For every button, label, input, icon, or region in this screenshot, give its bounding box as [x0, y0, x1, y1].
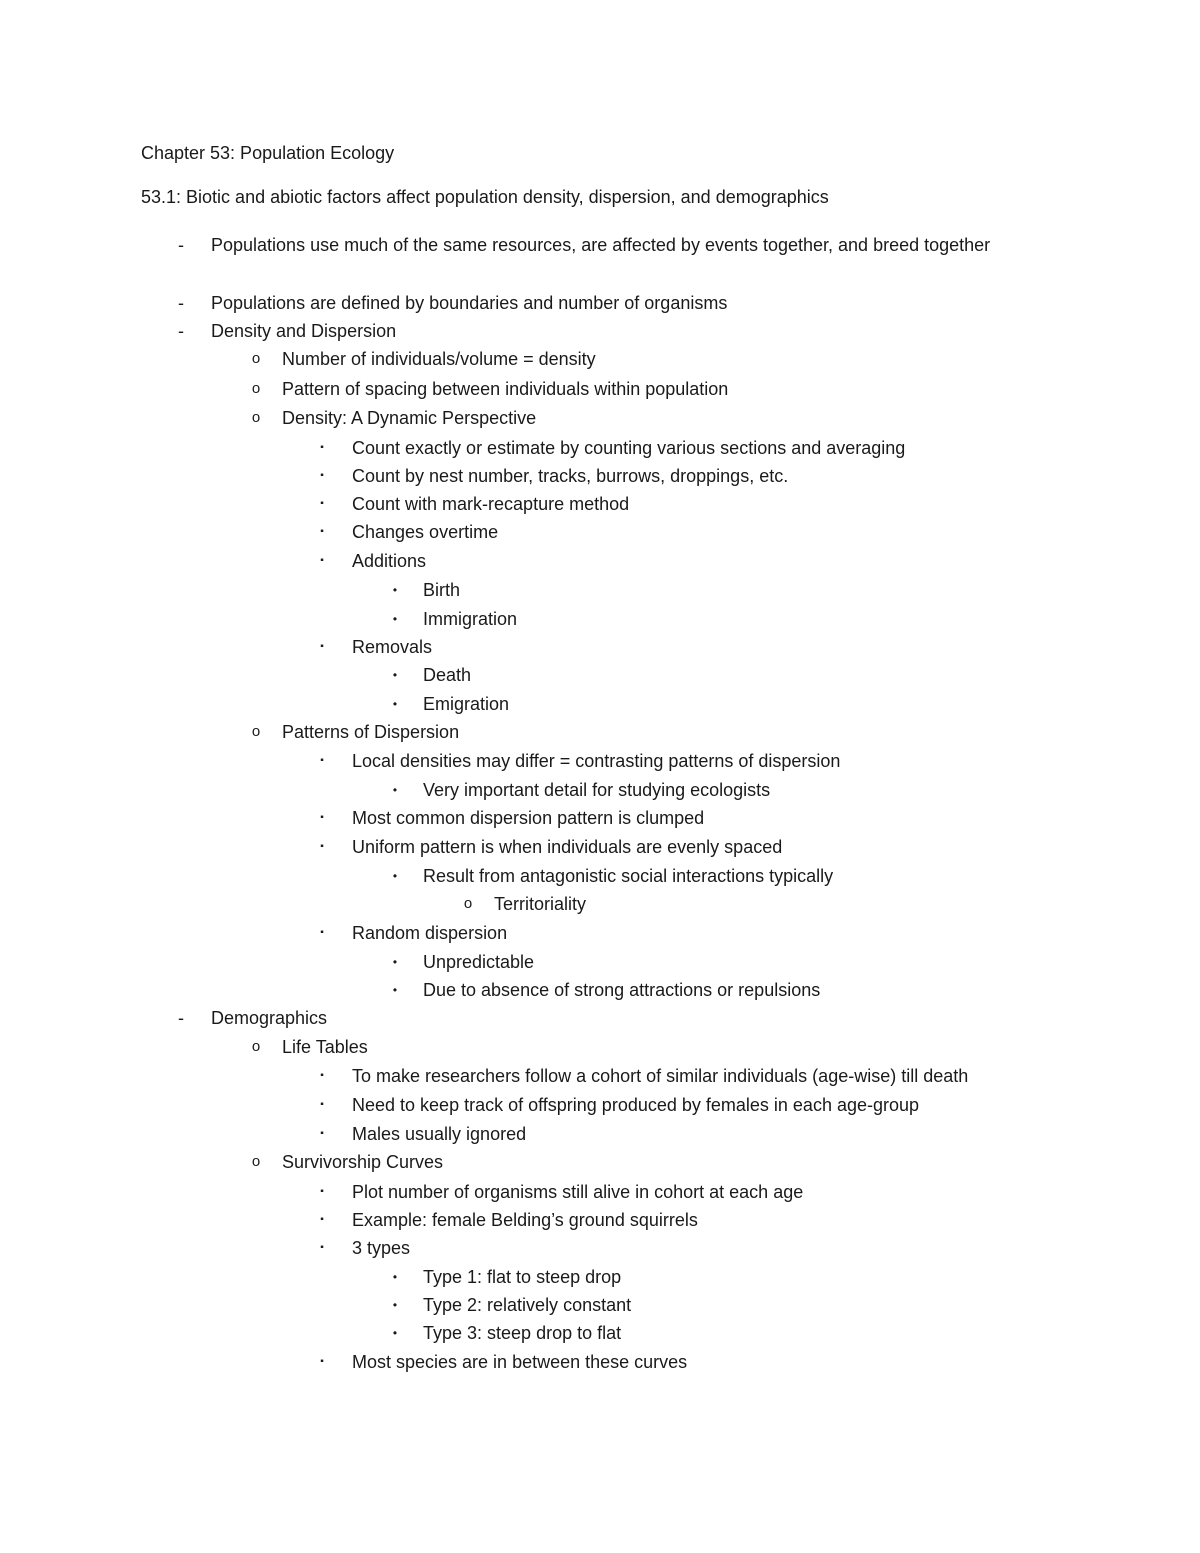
circle-bullet-icon: o: [251, 380, 261, 397]
list-item-text: Example: female Belding’s ground squirrels: [352, 1210, 698, 1230]
circle-bullet-icon: o: [251, 409, 261, 426]
square-bullet-icon: ▪: [320, 498, 324, 509]
list-item-text: Life Tables: [282, 1037, 368, 1057]
list-item-level-3: [0, 490, 1200, 518]
list-item-text: Count exactly or estimate by counting various sections and averaging: [352, 438, 906, 458]
list-item-text: Random dispersion: [352, 923, 508, 943]
list-item-text: Type 2: relatively constant: [423, 1295, 632, 1315]
dot-bullet-icon: •: [392, 783, 398, 797]
dot-bullet-icon: •: [392, 583, 398, 597]
square-bullet-icon: ▪: [320, 1070, 324, 1081]
list-item-text: Most common dispersion pattern is clumped: [352, 808, 705, 828]
square-bullet-icon: ▪: [320, 442, 324, 453]
dot-bullet-icon: •: [392, 1298, 398, 1312]
dot-bullet-icon: •: [392, 869, 398, 883]
list-item-level-4: [0, 1319, 1200, 1347]
list-item-level-1: [0, 231, 1200, 259]
list-item-level-3: [0, 1120, 1200, 1148]
list-item-text: Need to keep track of offspring produced by females in each age-group: [352, 1095, 920, 1115]
list-item-text: Uniform pattern is when individuals are evenly spaced: [352, 837, 783, 857]
circle-bullet-icon: o: [251, 350, 261, 367]
circle-bullet-icon: o: [251, 1153, 261, 1170]
list-item-level-2: [0, 1033, 1200, 1061]
list-item-level-3: [0, 633, 1200, 661]
square-bullet-icon: ▪: [320, 1356, 324, 1367]
list-item-level-3: [0, 462, 1200, 490]
list-item-level-4: [0, 576, 1200, 604]
list-item-level-3: [0, 919, 1200, 947]
square-bullet-icon: ▪: [320, 641, 324, 652]
list-item-text: Count by nest number, tracks, burrows, droppings, etc.: [352, 466, 789, 486]
square-bullet-icon: ▪: [320, 841, 324, 852]
list-item-text: Count with mark-recapture method: [352, 494, 630, 514]
square-bullet-icon: ▪: [320, 526, 324, 537]
list-item-text: Emigration: [423, 694, 510, 714]
list-item-text: Density: A Dynamic Perspective: [282, 408, 537, 428]
list-item-level-2: [0, 1148, 1200, 1176]
list-item-text: Populations are defined by boundaries and number of organisms: [211, 293, 728, 313]
list-item-text: Birth: [423, 580, 461, 600]
list-item-text: Result from antagonistic social interactions typically: [423, 866, 834, 886]
list-item-level-3: [0, 1062, 1200, 1090]
list-item-level-1: [0, 289, 1200, 317]
dot-bullet-icon: •: [392, 1326, 398, 1340]
list-item-level-1: [0, 1004, 1200, 1032]
dot-bullet-icon: •: [392, 697, 398, 711]
square-bullet-icon: ▪: [320, 1099, 324, 1110]
square-bullet-icon: ▪: [320, 470, 324, 481]
list-item-level-4: [0, 690, 1200, 718]
list-item-level-4: [0, 776, 1200, 804]
list-item-level-4: [0, 661, 1200, 689]
list-item-text: Pattern of spacing between individuals within population: [282, 379, 729, 399]
list-item-text: Type 1: flat to steep drop: [423, 1267, 622, 1287]
dash-bullet-icon: -: [178, 293, 184, 313]
list-item-level-3: [0, 1234, 1200, 1262]
list-item-text: Local densities may differ = contrasting patterns of dispersion: [352, 751, 841, 771]
square-bullet-icon: ▪: [320, 927, 324, 938]
list-item-text: Death: [423, 665, 472, 685]
square-bullet-icon: ▪: [320, 1214, 324, 1225]
circle-bullet-icon: o: [251, 1038, 261, 1055]
list-item-level-3: [0, 833, 1200, 861]
list-item-text: Very important detail for studying ecologists: [423, 780, 771, 800]
list-item-text: Unpredictable: [423, 952, 535, 972]
list-item-level-3: [0, 434, 1200, 462]
list-item-level-3: [0, 804, 1200, 832]
list-item-level-3: [0, 747, 1200, 775]
list-item-level-3: [0, 1348, 1200, 1376]
list-item-level-2: [0, 375, 1200, 403]
list-item-text: Additions: [352, 551, 427, 571]
square-bullet-icon: ▪: [320, 555, 324, 566]
circle-bullet-icon: o: [463, 895, 473, 912]
list-item-level-2: [0, 404, 1200, 432]
list-item-level-4: [0, 1263, 1200, 1291]
list-item-level-2: [0, 345, 1200, 373]
dash-bullet-icon: -: [178, 1008, 184, 1028]
list-item-text: Type 3: steep drop to flat: [423, 1323, 622, 1343]
list-item-text: Immigration: [423, 609, 518, 629]
square-bullet-icon: ▪: [320, 755, 324, 766]
dash-bullet-icon: -: [178, 235, 184, 255]
section-heading: 53.1: Biotic and abiotic factors affect population density, dispersion, and demographics: [141, 187, 829, 207]
square-bullet-icon: ▪: [320, 1186, 324, 1197]
square-bullet-icon: ▪: [320, 812, 324, 823]
list-item-level-4: [0, 976, 1200, 1004]
circle-bullet-icon: o: [251, 723, 261, 740]
list-item-level-4: [0, 948, 1200, 976]
list-item-level-4: [0, 1291, 1200, 1319]
list-item-text: Removals: [352, 637, 433, 657]
list-item-level-3: [0, 1091, 1200, 1119]
list-item-text: Demographics: [211, 1008, 328, 1028]
list-item-level-3: [0, 518, 1200, 546]
list-item-text: To make researchers follow a cohort of similar individuals (age-wise) till death: [352, 1066, 969, 1086]
page-title: Chapter 53: Population Ecology: [141, 143, 395, 163]
list-item-text: Number of individuals/volume = density: [282, 349, 596, 369]
list-item-level-1: [0, 317, 1200, 345]
dot-bullet-icon: •: [392, 1270, 398, 1284]
list-item-text: Populations use much of the same resources, are affected by events together, and breed together: [211, 235, 991, 255]
square-bullet-icon: ▪: [320, 1242, 324, 1253]
list-item-text: 3 types: [352, 1238, 411, 1258]
list-item-text: Males usually ignored: [352, 1124, 527, 1144]
list-item-level-3: [0, 547, 1200, 575]
list-item-text: Most species are in between these curves: [352, 1352, 688, 1372]
list-item-text: Plot number of organisms still alive in cohort at each age: [352, 1182, 804, 1202]
dot-bullet-icon: •: [392, 983, 398, 997]
list-item-level-2: [0, 718, 1200, 746]
list-item-text: Density and Dispersion: [211, 321, 397, 341]
list-item-text: Due to absence of strong attractions or repulsions: [423, 980, 821, 1000]
square-bullet-icon: ▪: [320, 1128, 324, 1139]
list-item-text: Patterns of Dispersion: [282, 722, 460, 742]
list-item-text: Survivorship Curves: [282, 1152, 444, 1172]
list-item-level-4: [0, 862, 1200, 890]
list-item-text: Changes overtime: [352, 522, 499, 542]
dot-bullet-icon: •: [392, 955, 398, 969]
dash-bullet-icon: -: [178, 321, 184, 341]
list-item-level-3: [0, 1206, 1200, 1234]
list-item-level-5: [0, 890, 1200, 918]
list-item-level-3: [0, 1178, 1200, 1206]
list-item-level-4: [0, 605, 1200, 633]
dot-bullet-icon: •: [392, 612, 398, 626]
list-item-text: Territoriality: [494, 894, 587, 914]
dot-bullet-icon: •: [392, 668, 398, 682]
